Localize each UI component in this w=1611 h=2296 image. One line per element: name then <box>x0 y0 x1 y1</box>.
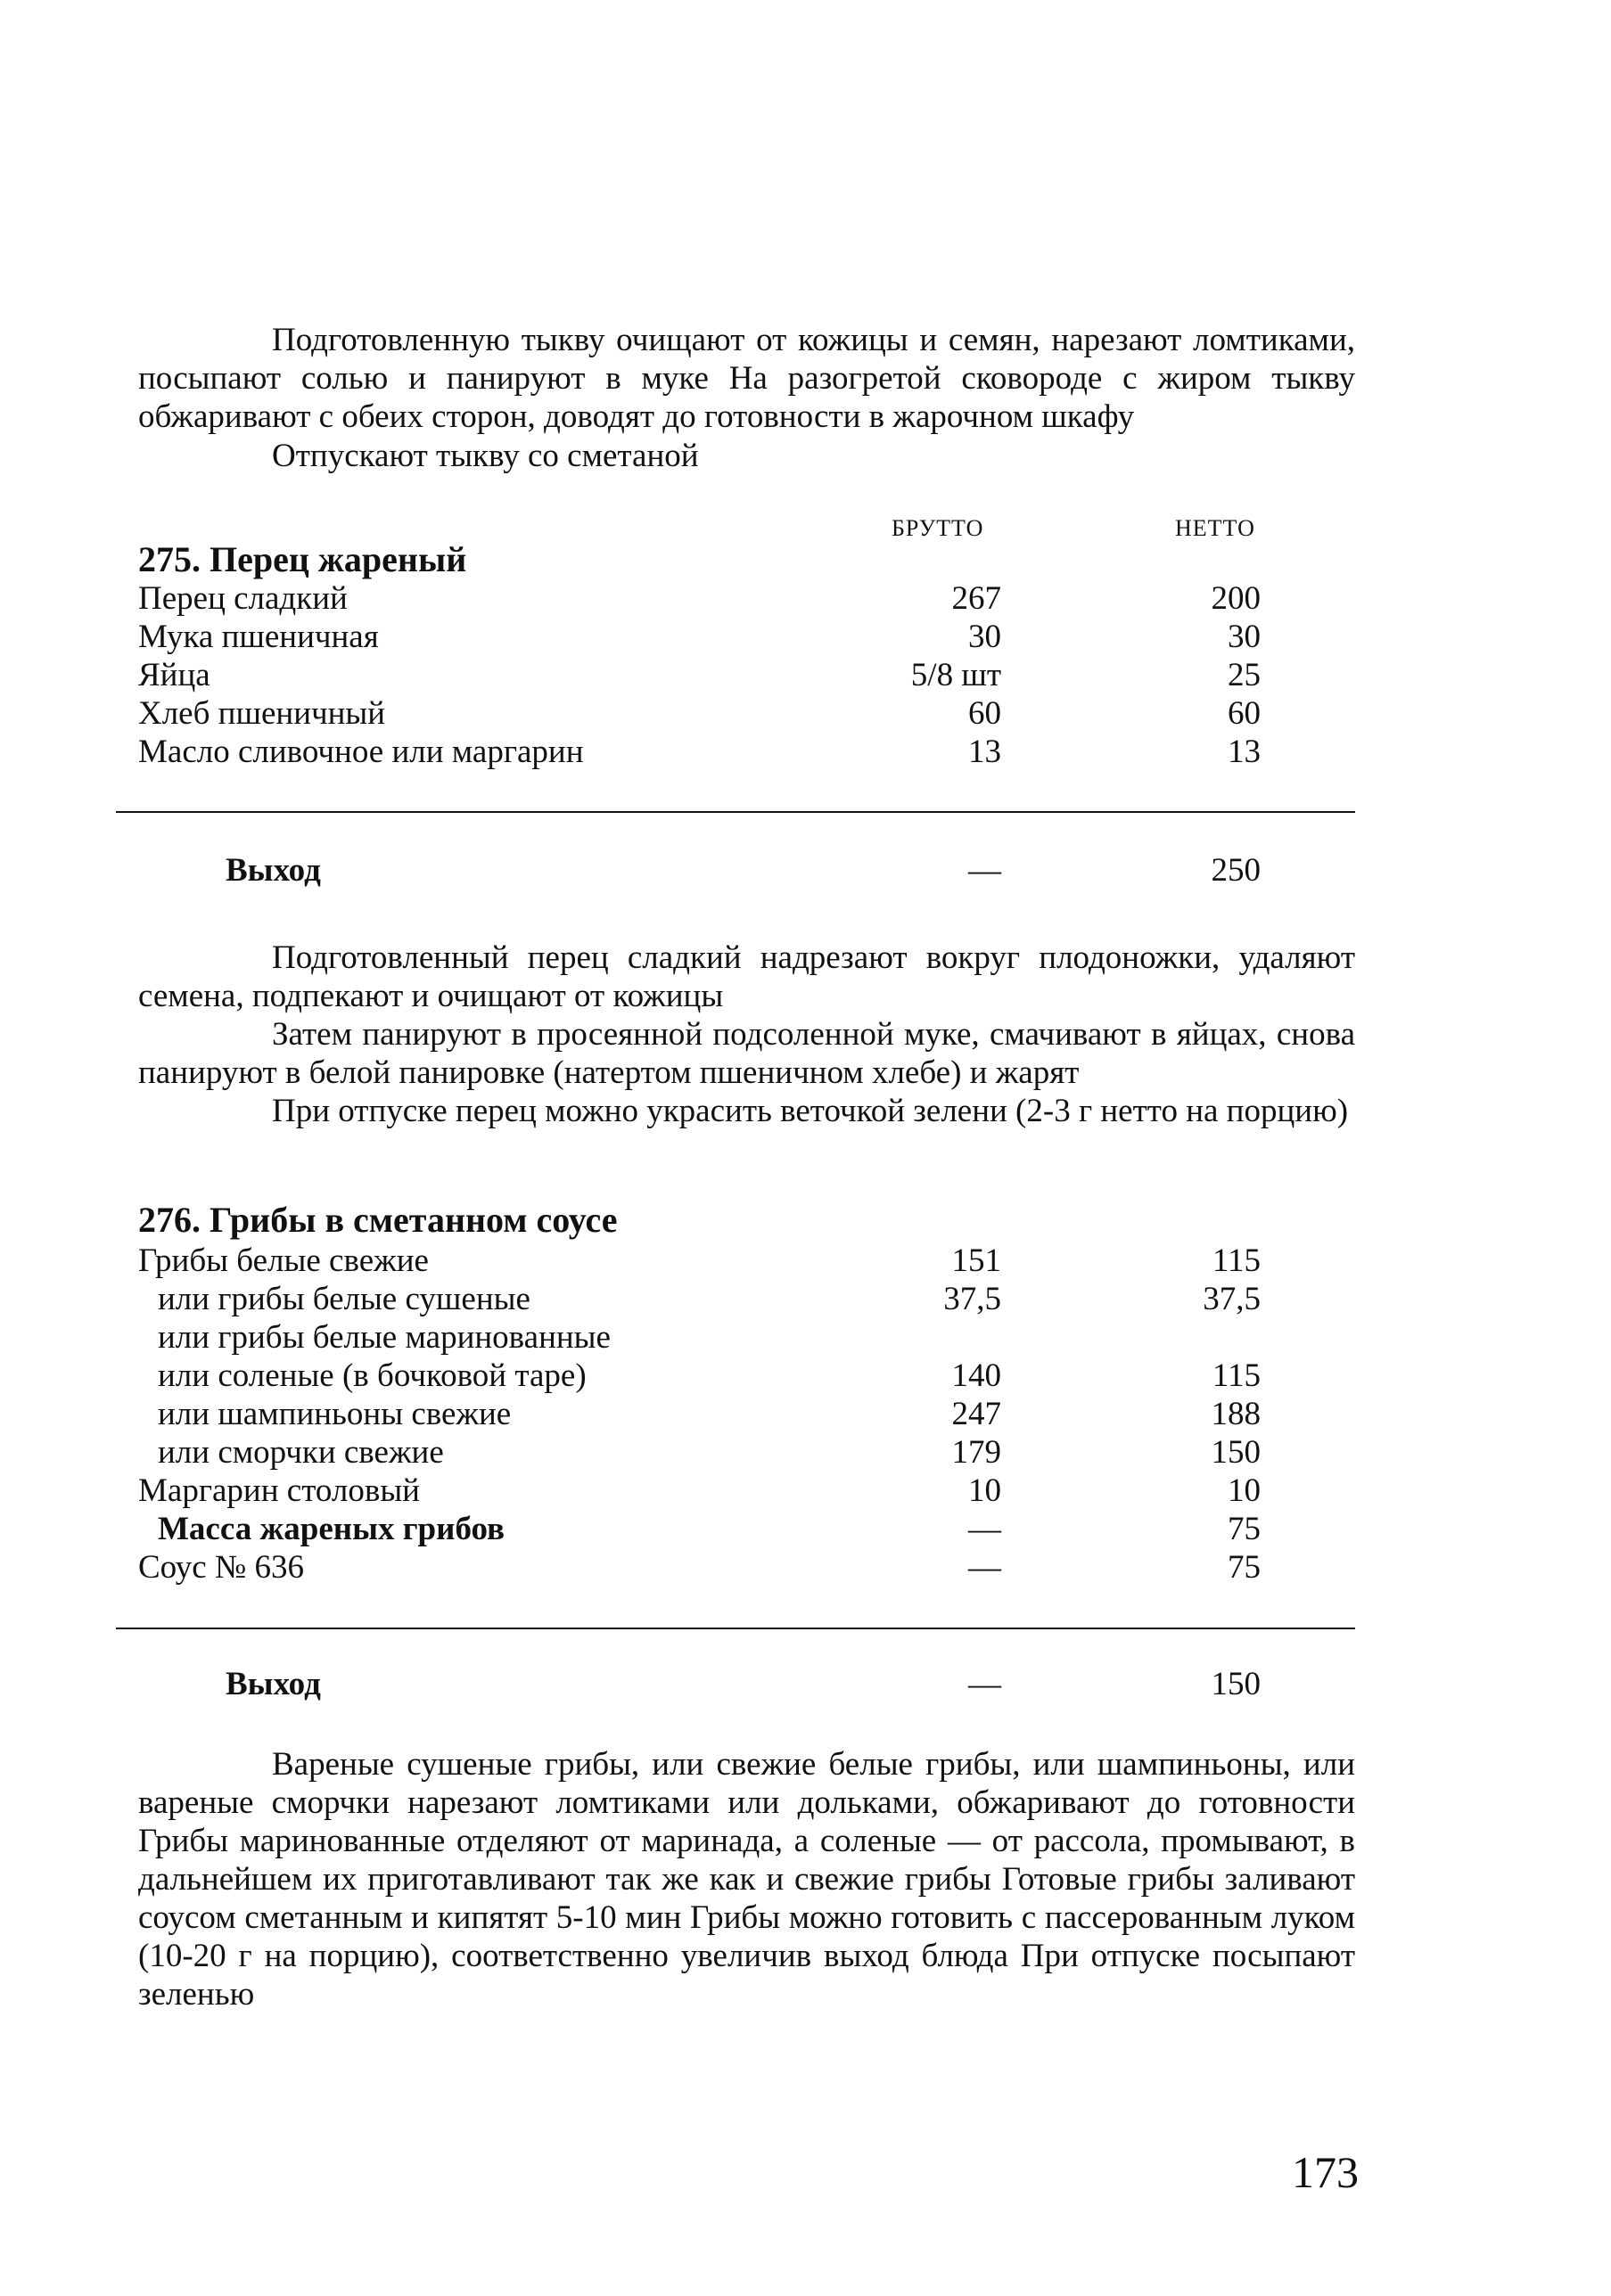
column-header-netto: НЕТТО <box>1175 515 1255 541</box>
ingredient-netto: 188 <box>1211 1396 1261 1432</box>
ingredient-name: Яйца <box>138 657 210 693</box>
ingredient-row <box>0 1433 1611 1472</box>
yield-brutto: — <box>968 852 1001 889</box>
ingredient-name: Маргарин столовый <box>138 1472 420 1509</box>
ingredient-name: или грибы белые сушеные <box>158 1281 530 1317</box>
page-number: 173 <box>1292 2147 1359 2197</box>
ingredient-brutto: 37,5 <box>943 1281 1001 1317</box>
ingredient-netto: 25 <box>1228 657 1261 693</box>
ingredient-row <box>0 1395 1611 1433</box>
ingredient-brutto: 151 <box>951 1242 1001 1279</box>
ingredient-netto: 150 <box>1211 1434 1261 1471</box>
yield-label: Выход <box>226 1666 321 1702</box>
ingredient-brutto: 13 <box>968 734 1001 770</box>
intro-paragraph-1: Подготовленную тыкву очищают от кожицы и семян, нарезают ломтиками, посыпают солью и панируют в муке На разогретой сковороде с жиром тыкву обжаривают с обеих сторон, доводят до готовности в жарочном шкафу <box>138 322 1355 435</box>
ingredient-name: Масса жареных грибов <box>158 1511 505 1547</box>
table-divider <box>116 1628 1355 1629</box>
recipe-275-yield <box>0 851 1611 890</box>
ingredient-name: Перец сладкий <box>138 580 348 617</box>
recipe-276-text: Вареные сушеные грибы, или свежие белые грибы, или шампиньоны, или вареные сморчки нарезают ломтиками или дольками, обжаривают до готовности Грибы маринованные отделяют от маринада, а соленые — от рассола, промывают, в дальнейшем их приготавливают так же как и свежие грибы Готовые грибы заливают соусом сметанным и кипятят 5-10 мин Грибы можно готовить с пассерованным луком (10-20 г на порцию), соответственно увеличив выход блюда При отпуске посыпают зеленью <box>138 1746 1355 2013</box>
ingredient-row <box>0 1318 1611 1357</box>
ingredient-name: Масло сливочное или маргарин <box>138 734 584 770</box>
table-divider <box>116 811 1355 813</box>
ingredient-row <box>0 694 1611 733</box>
yield-netto: 250 <box>1211 852 1261 889</box>
recipe-275-text-2: Затем панируют в просеянной подсоленной муке, смачивают в яйцах, снова панируют в белой панировке (натертом пшеничном хлебе) и жарят <box>138 1016 1355 1091</box>
ingredient-netto: 200 <box>1211 580 1261 617</box>
ingredient-row <box>0 1357 1611 1395</box>
ingredient-brutto: 10 <box>968 1472 1001 1509</box>
ingredient-brutto: 267 <box>951 580 1001 617</box>
ingredient-row <box>0 618 1611 656</box>
ingredient-netto: 30 <box>1228 619 1261 655</box>
recipe-275-title: 275. Перец жареный <box>138 539 467 579</box>
ingredient-brutto: 140 <box>951 1357 1001 1394</box>
yield-label: Выход <box>226 852 321 889</box>
yield-brutto: — <box>968 1666 1001 1702</box>
ingredient-brutto: — <box>968 1511 1001 1547</box>
ingredient-name: или сморчки свежие <box>158 1434 444 1471</box>
recipe-276-yield <box>0 1665 1611 1703</box>
ingredient-row <box>0 656 1611 694</box>
ingredient-netto: 60 <box>1228 695 1261 732</box>
ingredient-row <box>0 1548 1611 1587</box>
ingredient-brutto: 60 <box>968 695 1001 732</box>
ingredient-row <box>0 733 1611 771</box>
ingredient-name: или соленые (в бочковой таре) <box>158 1357 587 1394</box>
ingredient-name: Мука пшеничная <box>138 619 379 655</box>
recipe-275-text-1: Подготовленный перец сладкий надрезают вокруг плодоножки, удаляют семена, подпекают и очищают от кожицы <box>138 939 1355 1014</box>
ingredient-row <box>0 1472 1611 1510</box>
ingredient-row <box>0 1280 1611 1318</box>
ingredient-row <box>0 1242 1611 1280</box>
ingredient-name: Грибы белые свежие <box>138 1242 429 1279</box>
ingredient-netto: 75 <box>1228 1511 1261 1547</box>
ingredient-name: или грибы белые маринованные <box>158 1319 611 1356</box>
ingredient-netto: 115 <box>1212 1357 1261 1394</box>
ingredient-name: или шампиньоны свежие <box>158 1396 512 1432</box>
ingredient-row <box>0 1510 1611 1548</box>
ingredient-netto: 75 <box>1228 1549 1261 1586</box>
ingredient-row <box>0 579 1611 618</box>
intro-paragraph-2: Отпускают тыкву со сметаной <box>272 438 699 474</box>
ingredient-name: Хлеб пшеничный <box>138 695 386 732</box>
yield-netto: 150 <box>1211 1666 1261 1702</box>
column-header-brutto: БРУТТО <box>892 515 984 541</box>
ingredient-brutto: — <box>968 1549 1001 1586</box>
ingredient-netto: 115 <box>1212 1242 1261 1279</box>
ingredient-netto: 10 <box>1228 1472 1261 1509</box>
ingredient-brutto: 179 <box>951 1434 1001 1471</box>
ingredient-netto: 13 <box>1228 734 1261 770</box>
recipe-276-title: 276. Грибы в сметанном соусе <box>138 1200 618 1240</box>
ingredient-netto: 37,5 <box>1203 1281 1261 1317</box>
ingredient-name: Соус № 636 <box>138 1549 304 1586</box>
recipe-275-text-3: При отпуске перец можно украсить веточкой зелени (2-3 г нетто на порцию) <box>272 1093 1349 1129</box>
ingredient-brutto: 5/8 шт <box>910 657 1001 693</box>
ingredient-brutto: 30 <box>968 619 1001 655</box>
ingredient-brutto: 247 <box>951 1396 1001 1432</box>
